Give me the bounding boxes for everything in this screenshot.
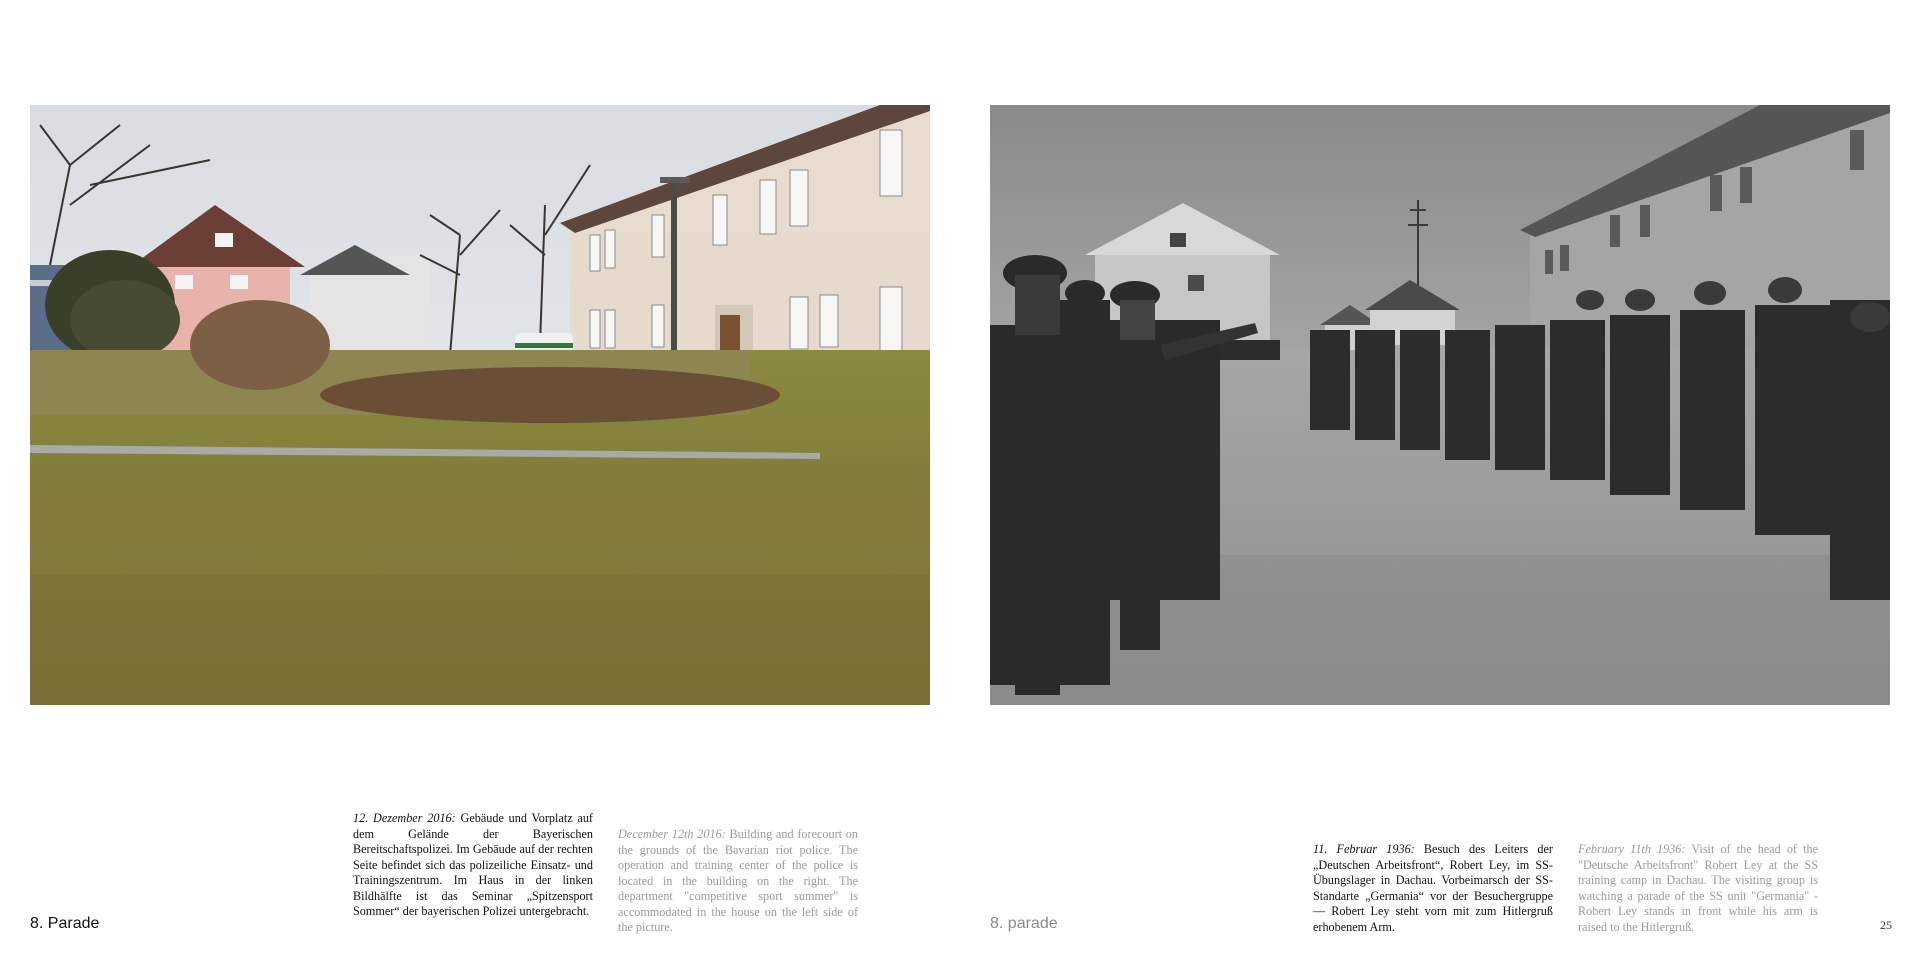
- left-page-folio: 8. Parade: [30, 915, 100, 932]
- caption-english-left: [618, 827, 858, 936]
- page-number: 25: [1880, 918, 1892, 932]
- caption-german-right: [1313, 842, 1553, 935]
- bw-photo-parade-1936: [990, 105, 1890, 705]
- caption-body: Building and forecourt on the grounds of the Bavarian riot police. The operation and training center of the police is located in the building on the right. The department "competitive sport summer" is accommodated in the house on the left side of the picture.: [618, 827, 858, 934]
- caption-german-left: [353, 811, 593, 920]
- caption-date: 11. Februar 1936:: [1313, 842, 1415, 856]
- caption-english-right: [1578, 842, 1818, 935]
- caption-date: December 12th 2016:: [618, 827, 726, 841]
- color-photo-illustration: [30, 105, 930, 705]
- right-page-folio: 8. parade: [990, 915, 1058, 932]
- caption-body: Gebäude und Vorplatz auf dem Gelände der Bayerischen Bereitschaftspolizei. Im Gebäude auf der rechten Seite befindet sich das polizeiliche Einsatz- und Trainingszentrum. Im Haus in der linken Bildhälfte ist das Seminar „Spitzensport Sommer“ der bayerischen Polizei untergebracht.: [353, 811, 593, 918]
- caption-date: February 11th 1936:: [1578, 842, 1686, 856]
- caption-body: Besuch des Leiters der „Deutschen Arbeitsfront“, Robert Ley, im SS-Übungslager in Dachau. Vorbeimarsch der SS-Standarte „Germania“ vor der Besuchergruppe — Robert Ley steht vorn mit zum Hitlergruß erhobenem Arm.: [1313, 842, 1553, 934]
- caption-date: 12. Dezember 2016:: [353, 811, 456, 825]
- bw-photo-illustration: [990, 105, 1890, 705]
- caption-body: Visit of the head of the "Deutsche Arbeitsfront" Robert Ley at the SS training camp in Dachau. The visiting group is watching a parade of the SS unit "Germania" - Robert Ley stands in front while his arm is raised to the Hitlergruß.: [1578, 842, 1818, 934]
- color-photo-police-grounds-2016: [30, 105, 930, 705]
